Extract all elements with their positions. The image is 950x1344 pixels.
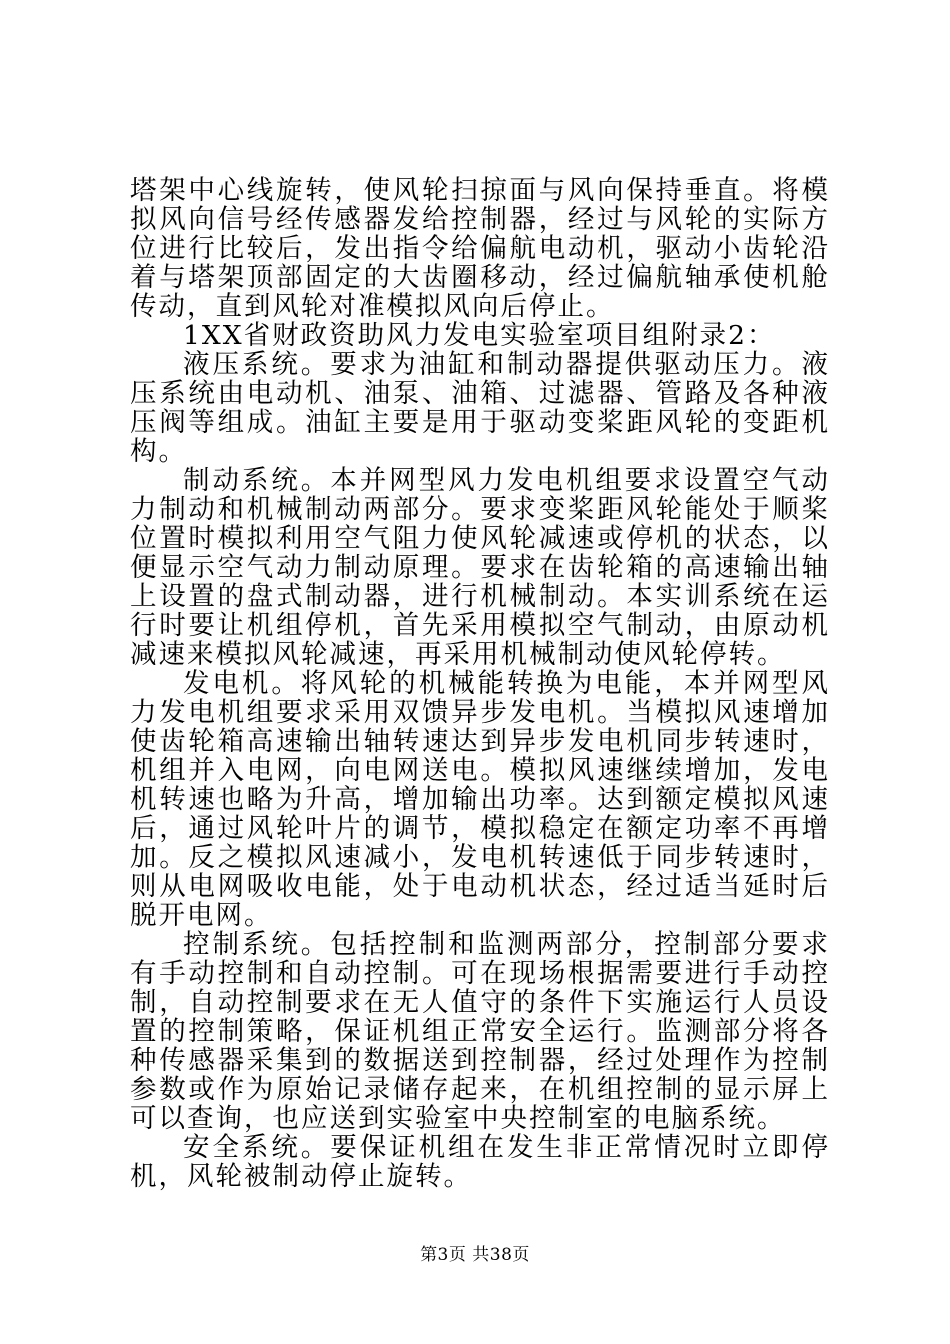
page-number-footer: 第3页 共38页: [420, 1245, 530, 1265]
paragraph-generator: 发电机。将风轮的机械能转换为电能，本并网型风力发电机组要求采用双馈异步发电机。当模拟风速增加使齿轮箱高速输出轴转速达到异步发电机同步转速时，机组并入电网，向电网送电。模拟风速继续增加，发电机转速也略为升高，增加输出功率。达到额定模拟风速后，通过风轮叶片的调节，模拟稳定在额定功率不再增加。反之模拟风速减小，发电机转速低于同步转速时，则从电网吸收电能，处于电动机状态，经过适当延时后脱开电网。: [130, 668, 830, 931]
document-body: [130, 176, 830, 1191]
paragraph-hydraulic-system: 液压系统。要求为油缸和制动器提供驱动压力。液压系统由电动机、油泵、油箱、过滤器、管路及各种液压阀等组成。油缸主要是用于驱动变桨距风轮的变距机构。: [130, 349, 830, 467]
paragraph-braking-system: 制动系统。本并网型风力发电机组要求设置空气动力制动和机械制动两部分。要求变桨距风轮能处于顺桨位置时模拟利用空气阻力使风轮减速或停机的状态，以便显示空气动力制动原理。要求在齿轮箱的高速输出轴上设置的盘式制动器，进行机械制动。本实训系统在运行时要让机组停机，首先采用模拟空气制动，由原动机减速来模拟风轮减速，再采用机械制动使风轮停转。: [130, 465, 830, 670]
paragraph-safety-system: 安全系统。要保证机组在发生非正常情况时立即停机，风轮被制动停止旋转。: [130, 1132, 830, 1192]
paragraph-yaw-system-continued: 塔架中心线旋转，使风轮扫掠面与风向保持垂直。将模拟风向信号经传感器发给控制器，经过与风轮的实际方位进行比较后，发出指令给偏航电动机，驱动小齿轮沿着与塔架顶部固定的大齿圈移动，经过偏航轴承使机舱传动，直到风轮对准模拟风向后停止。: [130, 175, 830, 322]
paragraph-appendix-heading: 1XX省财政资助风力发电实验室项目组附录2：: [183, 320, 776, 351]
paragraph-control-system: 控制系统。包括控制和监测两部分，控制部分要求有手动控制和自动控制。可在现场根据需要进行手动控制，自动控制要求在无人值守的条件下实施运行人员设置的控制策略，保证机组正常安全运行。监测部分将各种传感器采集到的数据送到控制器，经过处理作为控制参数或作为原始记录储存起来，在机组控制的显示屏上可以查询，也应送到实验室中央控制室的电脑系统。: [130, 929, 830, 1134]
